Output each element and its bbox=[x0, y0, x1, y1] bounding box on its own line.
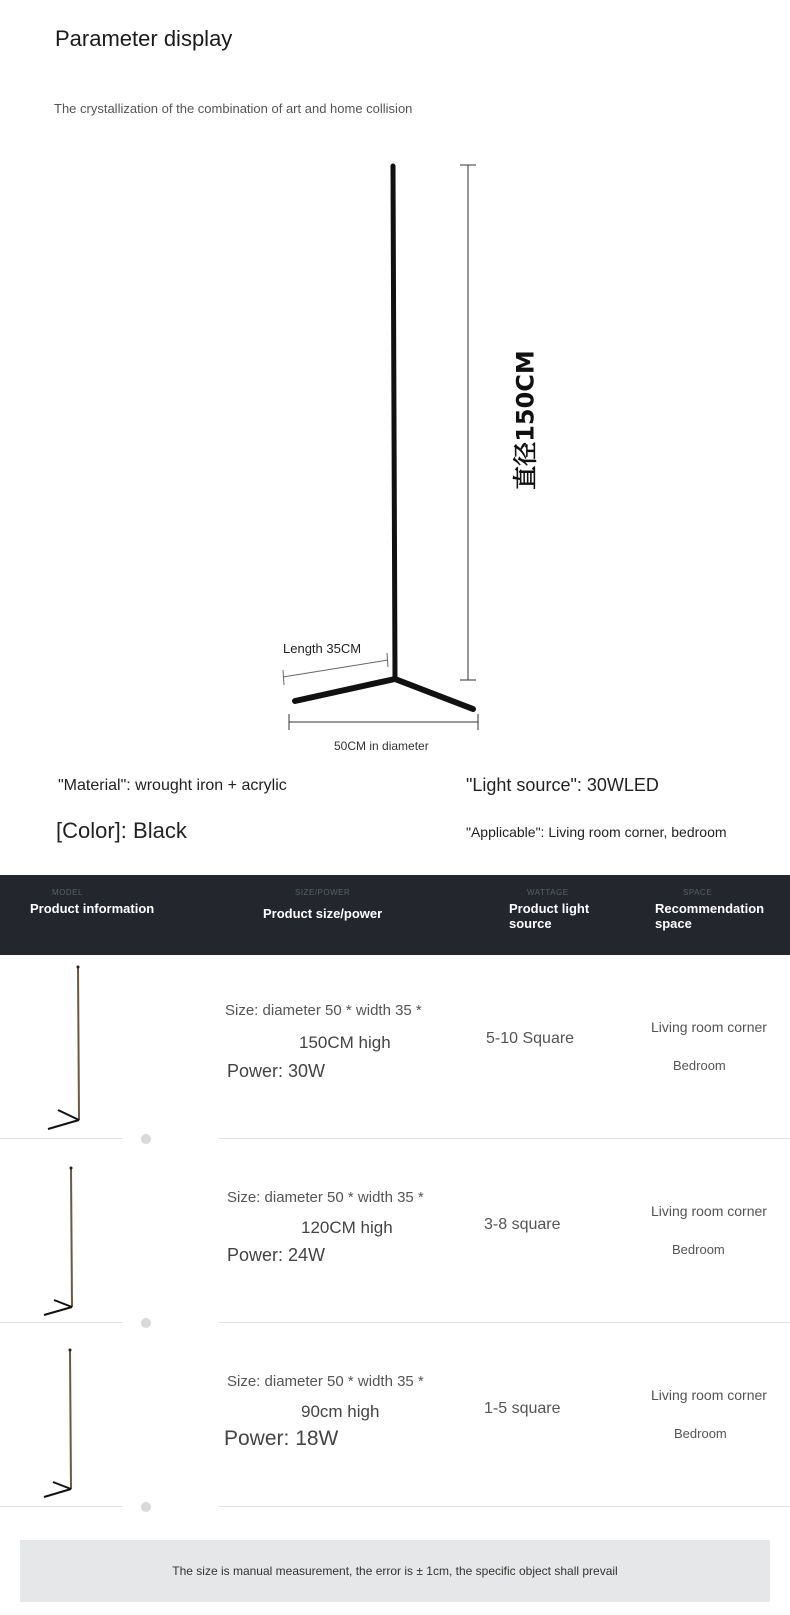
power: Power: 30W bbox=[227, 1061, 326, 1081]
table-row bbox=[0, 1139, 790, 1323]
size-line2: 120CM high bbox=[301, 1218, 393, 1237]
recommended-space-2: Bedroom bbox=[673, 1058, 726, 1073]
height-label-text: 直径150CM bbox=[511, 350, 540, 490]
spec-color: [Color]: Black bbox=[56, 818, 187, 843]
recommended-space-2: Bedroom bbox=[672, 1242, 725, 1257]
column-label: Product light source bbox=[509, 901, 590, 931]
footer-note-box bbox=[20, 1540, 770, 1602]
spec-applicable: "Applicable": Living room corner, bedroom bbox=[466, 824, 727, 840]
length-dimension-cap-left bbox=[283, 670, 284, 685]
lamp-pole bbox=[393, 166, 395, 679]
column-label: Product size/power bbox=[263, 906, 383, 921]
size-line1: Size: diameter 50 * width 35 * bbox=[225, 1002, 422, 1019]
column-label: Product information bbox=[30, 901, 155, 916]
length-label: Length 35CM bbox=[283, 641, 362, 656]
size-line1: Size: diameter 50 * width 35 * bbox=[227, 1189, 424, 1206]
column-header-space bbox=[655, 885, 790, 931]
lamp-base-leg-left bbox=[295, 679, 395, 701]
table-row bbox=[0, 1323, 790, 1507]
page-subtitle: The crystallization of the combination of art and home collision bbox=[54, 101, 413, 116]
column-caption: SIZE/POWER bbox=[295, 888, 351, 897]
column-caption: MODEL bbox=[52, 888, 83, 897]
size-line2: 90cm high bbox=[301, 1402, 380, 1421]
diameter-label: 50CM in diameter bbox=[334, 739, 429, 753]
length-dimension-cap-right bbox=[387, 653, 388, 667]
spec-light-source: "Light source": 30WLED bbox=[466, 775, 659, 795]
recommended-space: Living room corner bbox=[651, 1019, 767, 1035]
column-header-light-source bbox=[509, 885, 629, 931]
product-thumbnail bbox=[38, 1328, 88, 1503]
light-source: 1-5 square bbox=[484, 1400, 561, 1417]
recommended-space: Living room corner bbox=[651, 1203, 767, 1219]
floor-lamp-illustration bbox=[0, 140, 790, 740]
size-line1: Size: diameter 50 * width 35 * bbox=[227, 1373, 424, 1390]
page-title: Parameter display bbox=[55, 26, 233, 51]
table-row bbox=[0, 955, 790, 1139]
recommended-space-2: Bedroom bbox=[674, 1426, 727, 1441]
product-thumbnail bbox=[38, 960, 88, 1135]
spec-material: "Material": wrought iron + acrylic bbox=[58, 777, 287, 794]
lamp-base-leg-right bbox=[395, 679, 473, 709]
row-dot bbox=[141, 1502, 151, 1512]
table-header bbox=[0, 875, 790, 955]
light-source: 3-8 square bbox=[484, 1216, 561, 1233]
row-divider bbox=[0, 1506, 790, 1507]
size-line2: 150CM high bbox=[299, 1033, 391, 1052]
column-caption: SPACE bbox=[683, 888, 713, 897]
column-label: Recommendation space bbox=[655, 901, 765, 931]
power: Power: 18W bbox=[224, 1427, 339, 1450]
column-header-size-power bbox=[263, 885, 463, 921]
footer-note: The size is manual measurement, the error is ± 1cm, the specific object shall prevail bbox=[172, 1564, 618, 1578]
recommended-space: Living room corner bbox=[651, 1387, 767, 1403]
power: Power: 24W bbox=[227, 1245, 326, 1265]
length-dimension-line bbox=[283, 660, 388, 677]
light-source: 5-10 Square bbox=[486, 1030, 575, 1047]
column-caption: WATTAGE bbox=[527, 888, 569, 897]
product-thumbnail bbox=[38, 1144, 88, 1319]
column-header-product-info bbox=[30, 885, 170, 916]
height-label bbox=[505, 350, 541, 490]
